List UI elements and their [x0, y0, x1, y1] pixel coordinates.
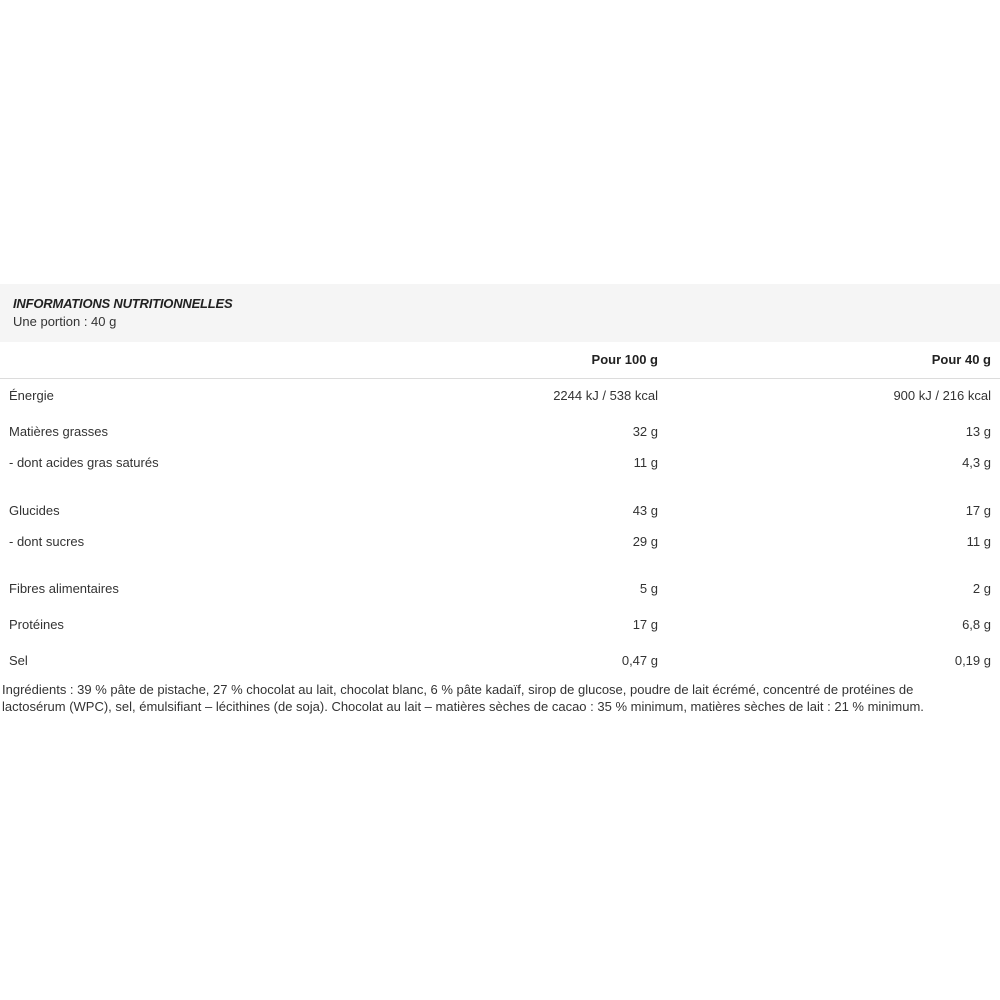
- value-per-serving: 4,3 g: [962, 455, 991, 470]
- row-label: - dont acides gras saturés: [9, 455, 159, 470]
- value-per-100g: 32 g: [632, 424, 658, 439]
- value-per-100g: 11 g: [633, 455, 658, 470]
- nutrition-row-fat: [0, 422, 1000, 442]
- value-per-serving: 0,19 g: [954, 653, 991, 668]
- column-header-per-100g: Pour 100 g: [591, 352, 658, 367]
- column-header-per-serving: Pour 40 g: [931, 352, 991, 367]
- row-label: - dont sucres: [9, 534, 85, 549]
- value-per-100g: 17 g: [632, 617, 658, 632]
- nutrition-row-fibre: [0, 579, 1000, 599]
- row-label: Glucides: [9, 503, 60, 518]
- row-label: Matières grasses: [9, 424, 108, 439]
- value-per-100g: 5 g: [639, 581, 658, 596]
- nutrition-panel: [0, 284, 1000, 379]
- nutrition-row-salt: [0, 651, 1000, 671]
- nutrition-title: INFORMATIONS NUTRITIONNELLES: [13, 296, 233, 311]
- row-label: Fibres alimentaires: [9, 581, 119, 596]
- column-headers: [0, 342, 1000, 379]
- value-per-100g: 0,47 g: [621, 653, 658, 668]
- row-label: Protéines: [9, 617, 64, 632]
- nutrition-row-protein: [0, 615, 1000, 635]
- value-per-serving: 6,8 g: [962, 617, 991, 632]
- serving-size: Une portion : 40 g: [13, 314, 117, 329]
- nutrition-row-sugars: [0, 532, 1000, 552]
- value-per-serving: 11 g: [966, 534, 991, 549]
- value-per-100g: 2244 kJ / 538 kcal: [553, 388, 658, 403]
- row-label: Sel: [9, 653, 28, 668]
- value-per-100g: 29 g: [632, 534, 658, 549]
- nutrition-row-energy: [0, 386, 1000, 406]
- value-per-serving: 900 kJ / 216 kcal: [893, 388, 991, 403]
- nutrition-header: [0, 284, 1000, 342]
- value-per-100g: 43 g: [632, 503, 658, 518]
- row-label: Énergie: [9, 388, 54, 403]
- value-per-serving: 17 g: [965, 503, 991, 518]
- nutrition-row-saturated-fat: [0, 453, 1000, 473]
- ingredients-text: Ingrédients : 39 % pâte de pistache, 27 % chocolat au lait, chocolat blanc, 6 % pâte kadaïf, sirop de glucose, poudre de lait écrémé, concentré de protéines de lactosérum (WPC), sel, émulsifiant – lécithines (de soja). Chocolat au lait – matières sèches de cacao : 35 % minimum, matières sèches de lait : 21 % minimum.: [2, 682, 924, 714]
- value-per-serving: 13 g: [965, 424, 991, 439]
- value-per-serving: 2 g: [972, 581, 991, 596]
- nutrition-row-carbohydrates: [0, 501, 1000, 521]
